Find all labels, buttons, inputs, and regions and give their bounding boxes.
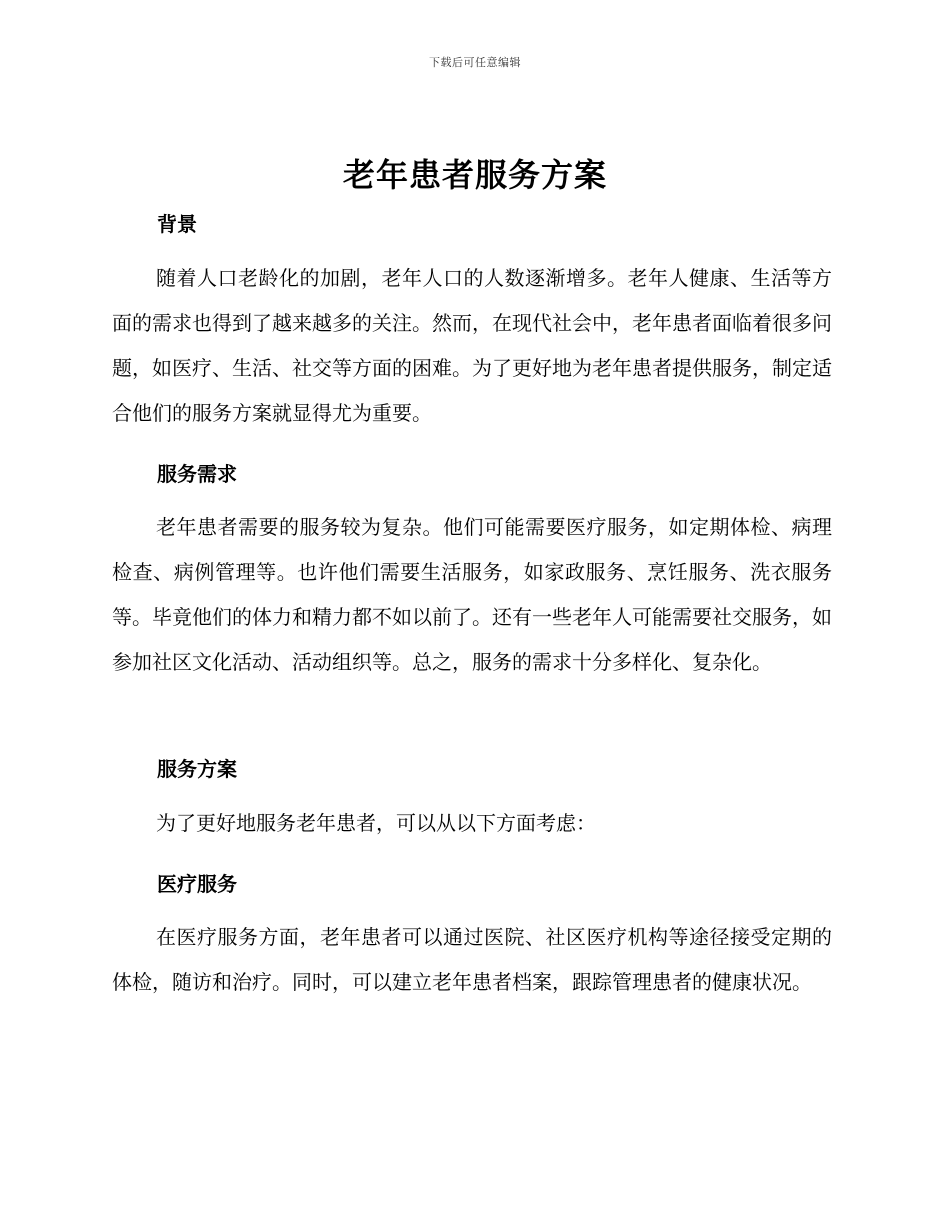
page-header-note: 下载后可任意编辑 <box>429 56 521 69</box>
heading-service-plan: 服务方案 <box>157 757 237 781</box>
heading-background: 背景 <box>157 212 197 236</box>
document-title: 老年患者服务方案 <box>342 156 607 194</box>
paragraph-service-needs: 老年患者需要的服务较为复杂。他们可能需要医疗服务，如定期体检、病理检查、病例管理等。也许他们需要生活服务，如家政服务、烹饪服务、洗衣服务等。毕竟他们的体力和精力都不如以前了。还有一些老年人可能需要社交服务，如参加社区文化活动、活动组织等。总之，服务的需求十分多样化、复杂化。 <box>112 515 832 674</box>
paragraph-background: 随着人口老龄化的加剧，老年人口的人数逐渐增多。老年人健康、生活等方面的需求也得到了越来越多的关注。然而，在现代社会中，老年患者面临着很多问题，如医疗、生活、社交等方面的困难。为了更好地为老年患者提供服务，制定适合他们的服务方案就显得尤为重要。 <box>112 266 832 425</box>
heading-service-needs: 服务需求 <box>157 462 237 486</box>
paragraph-medical-service: 在医疗服务方面，老年患者可以通过医院、社区医疗机构等途径接受定期的体检，随访和治疗。同时，可以建立老年患者档案，跟踪管理患者的健康状况。 <box>112 925 832 994</box>
heading-medical-service: 医疗服务 <box>157 872 237 896</box>
paragraph-service-plan: 为了更好地服务老年患者，可以从以下方面考虑： <box>156 811 596 835</box>
